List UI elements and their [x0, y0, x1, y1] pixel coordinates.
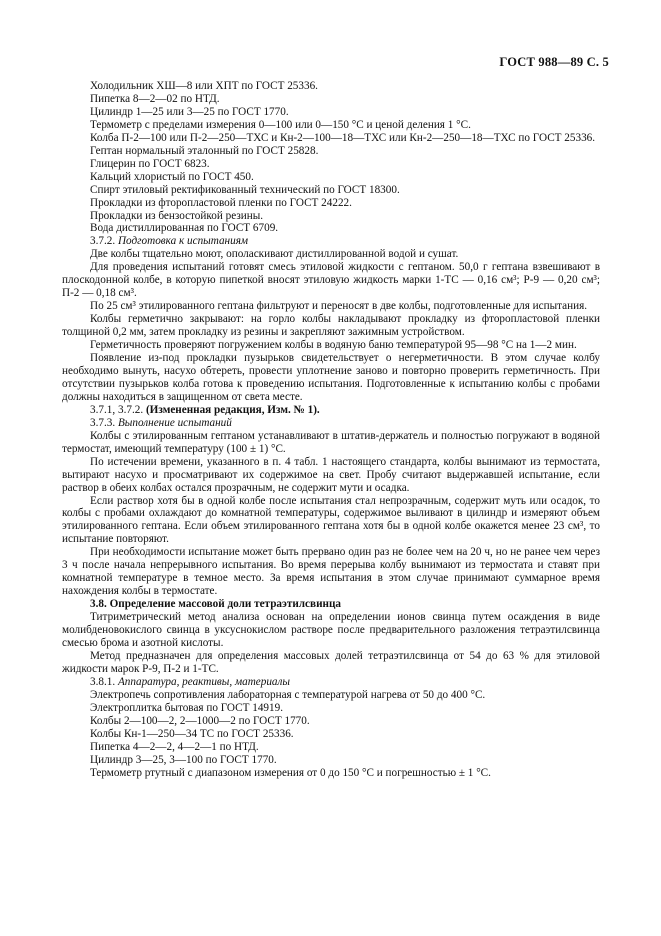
paragraph: Прокладки из фторопластовой пленки по ГОСТ 24222. — [90, 196, 352, 209]
paragraph: Колбы Кн-1—250—34 ТС по ГОСТ 25336. — [90, 727, 294, 740]
paragraph: Термометр с пределами измерения 0—100 или 0—150 °С и ценой деления 1 °С. — [90, 118, 471, 131]
paragraph: Гептан нормальный эталонный по ГОСТ 25828. — [90, 144, 319, 157]
paragraph: Титриметрический метод анализа основан на определении ионов свинца путем осаждения в виде молибденовокислого свинца в уксуснокислом растворе после предварительного разложения тетраэтилсвинца смесью брома и азотной кислоты. — [62, 611, 600, 649]
paragraph: Кальций хлористый по ГОСТ 450. — [90, 170, 254, 183]
paragraph: Колбы герметично закрывают: на горло колбы накладывают прокладку из фторопластовой пленки толщиной 0,2 мм, затем прокладку из резины и закрепляют зажимным устройством. — [62, 313, 600, 339]
paragraph: Спирт этиловый ректификованный технический по ГОСТ 18300. — [90, 183, 400, 196]
paragraph: Электроплитка бытовая по ГОСТ 14919. — [90, 701, 283, 714]
paragraph: Вода дистиллированная по ГОСТ 6709. — [90, 222, 279, 235]
paragraph: Пипетка 8—2—02 по НТД. — [90, 92, 220, 105]
paragraph: Термометр ртутный с диапазоном измерения от 0 до 150 °С и погрешностью ± 1 °С. — [90, 766, 491, 779]
section-heading: 3.8. Определение массовой доли тетраэтилсвинца — [90, 598, 341, 611]
paragraph: Холодильник ХШ—8 или ХПТ по ГОСТ 25336. — [90, 80, 318, 92]
document-body — [62, 80, 600, 779]
paragraph: Колба П-2—100 или П-2—250—ТХС и Кн-2—100—18—ТХС или Кн-2—250—18—ТХС по ГОСТ 25336. — [90, 131, 596, 144]
paragraph: Если раствор хотя бы в одной колбе после испытания стал непрозрачным, содержит муть или осадок, то колбы с пробами охлаждают до комнатной температуры, содержимое выливают в цилиндр и измеряют объем этилированного гептана. Если объем этилированного гептана хотя бы в одной колбе окажется менее 23 см³, то испытание повторяют. — [62, 494, 600, 546]
paragraph: По истечении времени, указанного в п. 4 табл. 1 настоящего стандарта, колбы вынимают из термостата, вытирают насухо и просматривают их содержимое на свет. Пробу считают выдержавшей испытание, если раствор в обеих колбах остался прозрачным, не содержит мути и осадка. — [62, 455, 600, 494]
page-header: ГОСТ 988—89 С. 5 — [499, 55, 609, 69]
clause-heading: 3.7.2. Подготовка к испытаниям — [90, 235, 249, 248]
paragraph: Цилиндр 1—25 или 3—25 по ГОСТ 1770. — [90, 105, 289, 118]
paragraph: Метод предназначен для определения массовых долей тетраэтилсвинца от 54 до 63 % для этиловой жидкости марок Р-9, П-2 и 1-ТС. — [62, 649, 600, 675]
paragraph: Появление из-под прокладки пузырьков свидетельствует о негерметичности. В этом случае колбу необходимо вынуть, насухо обтереть, провести уплотнение заново и повторно проверить герметичность. При отсутствии пузырьков колба готова к проведению испытания. Подготовленные к испытанию колбы с пробами должны находиться в защищенном от света месте. — [62, 352, 600, 403]
clause-heading: 3.7.3. Выполнение испытаний — [90, 416, 232, 429]
paragraph: Электропечь сопротивления лабораторная с температурой нагрева от 50 до 400 °С. — [90, 688, 486, 701]
clause-heading: 3.8.1. Аппаратура, реактивы, материалы — [90, 675, 290, 688]
paragraph: Герметичность проверяют погружением колбы в водяную баню температурой 95—98 °С на 1—2 мин. — [90, 339, 577, 352]
paragraph: Две колбы тщательно моют, ополаскивают дистиллированной водой и сушат. — [90, 248, 459, 261]
paragraph: Колбы 2—100—2, 2—1000—2 по ГОСТ 1770. — [90, 714, 310, 727]
paragraph: По 25 см³ этилированного гептана фильтруют и переносят в две колбы, подготовленные для испытания. — [90, 300, 588, 313]
paragraph: Прокладки из бензостойкой резины. — [90, 209, 264, 222]
paragraph: Пипетка 4—2—2, 4—2—1 по НТД. — [90, 740, 259, 753]
amendment-note: 3.7.1, 3.7.2. (Измененная редакция, Изм. № 1). — [90, 403, 320, 416]
paragraph: Для проведения испытаний готовят смесь этиловой жидкости с гептаном. 50,0 г гептана взвешивают в плоскодонной колбе, в которую пипеткой вносят этиловую жидкость марки 1-ТС — 0,16 см³; Р-9 — 0,20 см³; П-2 — 0,18 см³. — [62, 261, 600, 300]
paragraph: Глицерин по ГОСТ 6823. — [90, 157, 210, 170]
paragraph: Колбы с этилированным гептаном устанавливают в штатив-держатель и полностью погружают в водяной термостат, имеющий температуру (100 ± 1) °С. — [62, 429, 600, 455]
paragraph: Цилиндр 3—25, 3—100 по ГОСТ 1770. — [90, 753, 277, 766]
paragraph: При необходимости испытание может быть прервано один раз не более чем на 20 ч, но не ранее чем через 3 ч после начала непрерывного испытания. Во время перерыва колбу вынимают из термостата и ставят при комнатной температуре в темное место. За время испытания в этом случае принимают суммарное время нахождения колбы в термостате. — [62, 546, 600, 598]
